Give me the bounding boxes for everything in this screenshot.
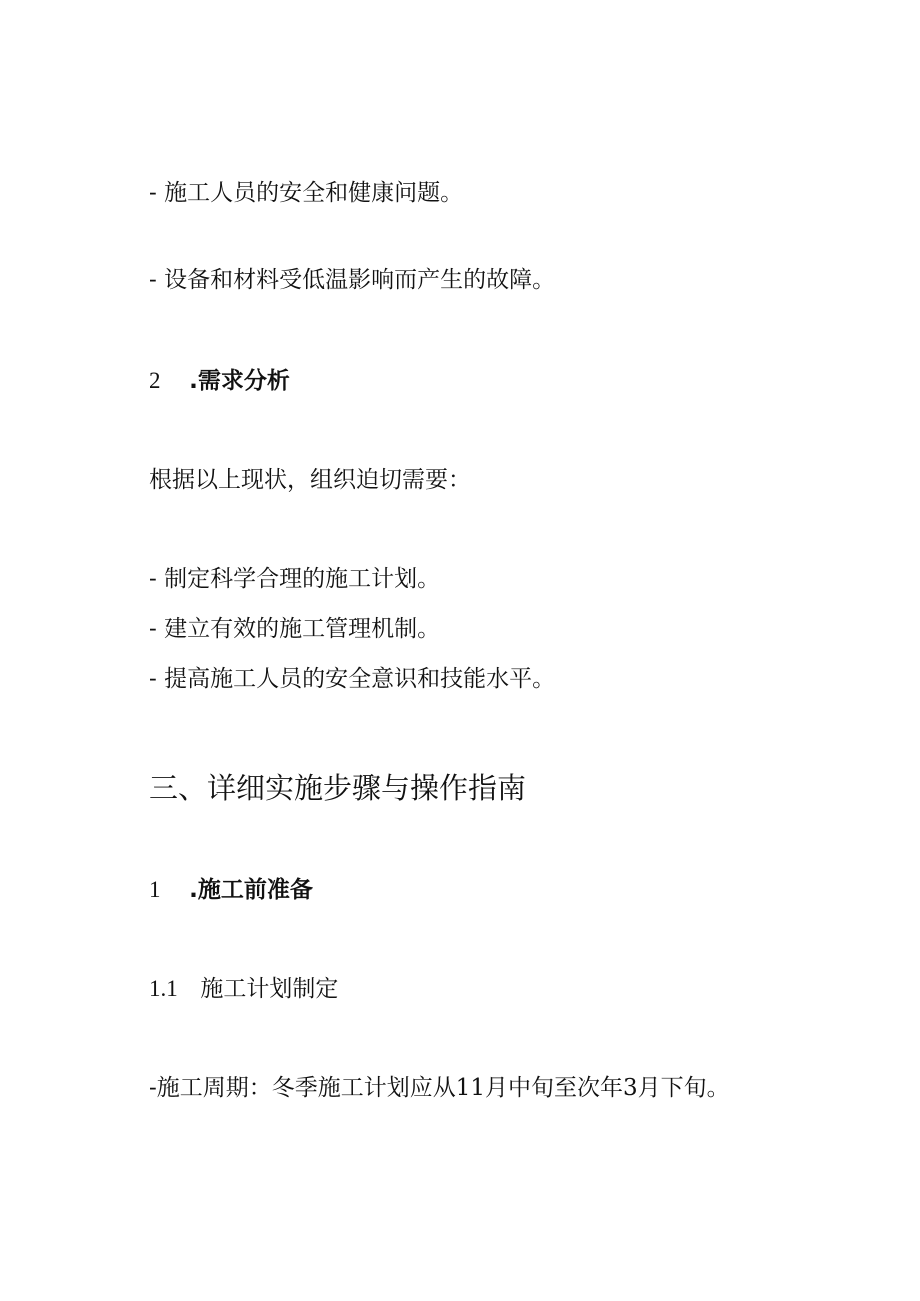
need-item: - 制定科学合理的施工计划。 <box>149 566 441 592</box>
subsection-number: 1.1 <box>149 976 178 1001</box>
section-heading-preparation <box>149 875 313 905</box>
intro-paragraph: 根据以上现状，组织迫切需要： <box>149 467 471 493</box>
section-number: 1 <box>149 877 161 902</box>
section-heading-needs <box>149 366 290 396</box>
issue-item: - 设备和材料受低温影响而产生的故障。 <box>149 267 556 293</box>
issue-item: - 施工人员的安全和健康问题。 <box>149 180 464 206</box>
section-number: 2 <box>149 368 161 393</box>
section-title: .需求分析 <box>189 368 290 394</box>
subsection-heading <box>149 974 338 1004</box>
subsection-title: 施工计划制定 <box>200 976 339 1002</box>
section-title: .施工前准备 <box>189 877 313 903</box>
schedule-item: -施工周期：冬季施工计划应从11月中旬至次年3月下旬。 <box>149 1075 730 1101</box>
chapter-heading: 三、详细实施步骤与操作指南 <box>149 771 527 805</box>
need-item: - 建立有效的施工管理机制。 <box>149 616 441 642</box>
need-item: - 提高施工人员的安全意识和技能水平。 <box>149 666 556 692</box>
